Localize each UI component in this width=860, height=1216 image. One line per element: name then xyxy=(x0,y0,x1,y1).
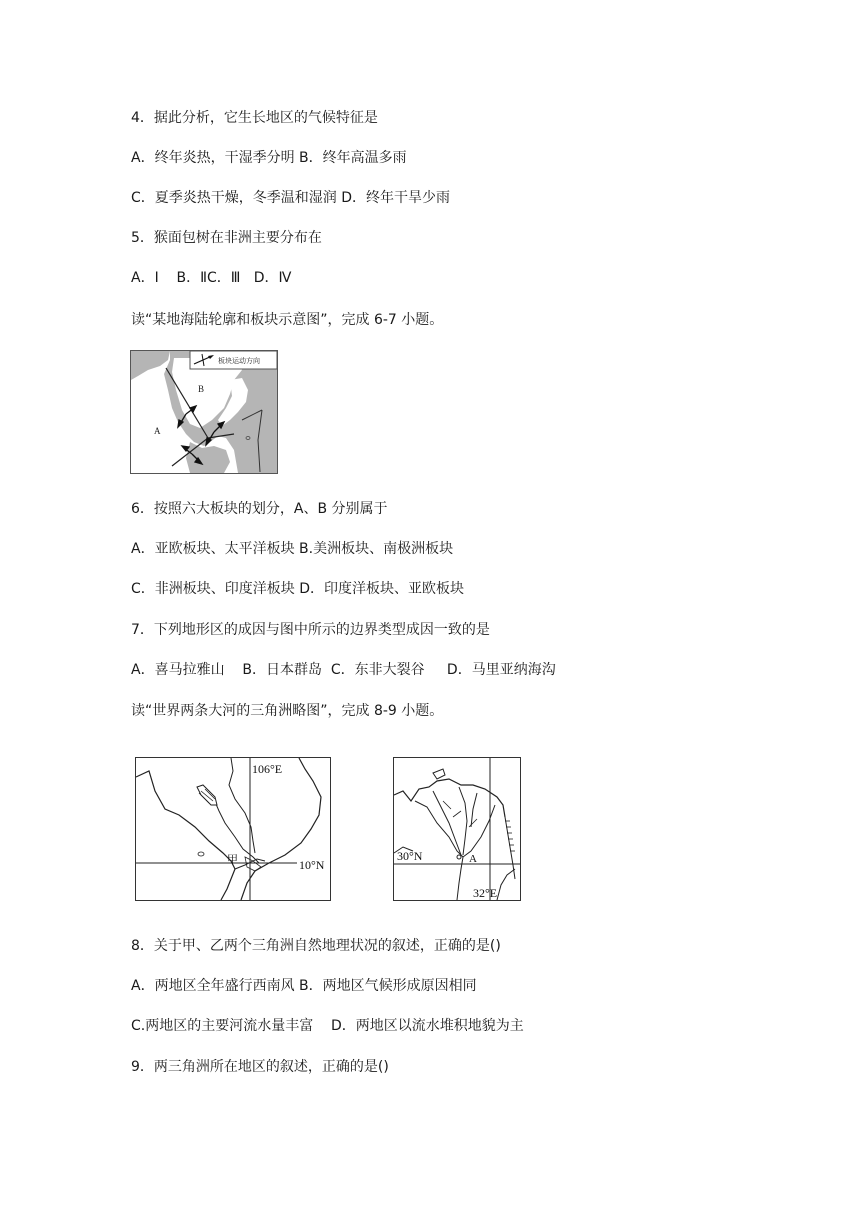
q7-options: A．喜马拉雅山 B．日本群岛 C．东非大裂谷 D．马里亚纳海沟 xyxy=(131,662,556,678)
q6-stem: 6．按照六大板块的划分，A、B 分别属于 xyxy=(131,501,388,517)
legend-label: 板块运动方向 xyxy=(218,357,260,365)
q5-options: A．Ⅰ B．ⅡC．Ⅲ D．Ⅳ xyxy=(131,270,292,286)
plate-boundary-map xyxy=(130,350,278,474)
nile-delta-map xyxy=(393,757,521,901)
q8-stem: 8．关于甲、乙两个三角洲自然地理状况的叙述，正确的是() xyxy=(131,938,501,954)
intro-8-9: 读“世界两条大河的三角洲略图”，完成 8-9 小题。 xyxy=(131,703,444,719)
q9-stem: 9．两三角洲所在地区的叙述，正确的是() xyxy=(131,1059,389,1075)
q8-options-cd: C.两地区的主要河流水量丰富 D．两地区以流水堆积地貌为主 xyxy=(131,1018,524,1034)
q4-options-cd: C．夏季炎热干燥，冬季温和湿润 D．终年干旱少雨 xyxy=(131,190,451,206)
plate-label-a: A xyxy=(154,426,161,436)
intro-6-7: 读“某地海陆轮廓和板块示意图”，完成 6-7 小题。 xyxy=(131,312,444,328)
q4-options-ab: A．终年炎热，干湿季分明 B．终年高温多雨 xyxy=(131,150,407,166)
q7-stem: 7．下列地形区的成因与图中所示的边界类型成因一致的是 xyxy=(131,622,490,638)
q5-stem: 5．猴面包树在非洲主要分布在 xyxy=(131,230,322,246)
mekong-delta-map xyxy=(135,757,331,901)
lat-label-10n: 10°N xyxy=(299,858,325,872)
q8-options-ab: A．两地区全年盛行西南风 B．两地区气候形成原因相同 xyxy=(131,978,477,994)
q6-options-ab: A．亚欧板块、太平洋板块 B.美洲板块、南极洲板块 xyxy=(131,541,454,557)
lat-label-30n: 30°N xyxy=(397,849,423,863)
point-label-a: A xyxy=(469,853,477,865)
point-a-marker xyxy=(457,855,461,859)
place-label-jia: 甲 xyxy=(227,854,238,866)
q4-stem: 4．据此分析，它生长地区的气候特征是 xyxy=(131,110,378,126)
lon-label-106e: 106°E xyxy=(252,762,283,776)
plate-label-b: B xyxy=(198,384,205,394)
q6-options-cd: C．非洲板块、印度洋板块 D．印度洋板块、亚欧板块 xyxy=(131,581,465,597)
lon-label-32e: 32°E xyxy=(473,886,498,900)
